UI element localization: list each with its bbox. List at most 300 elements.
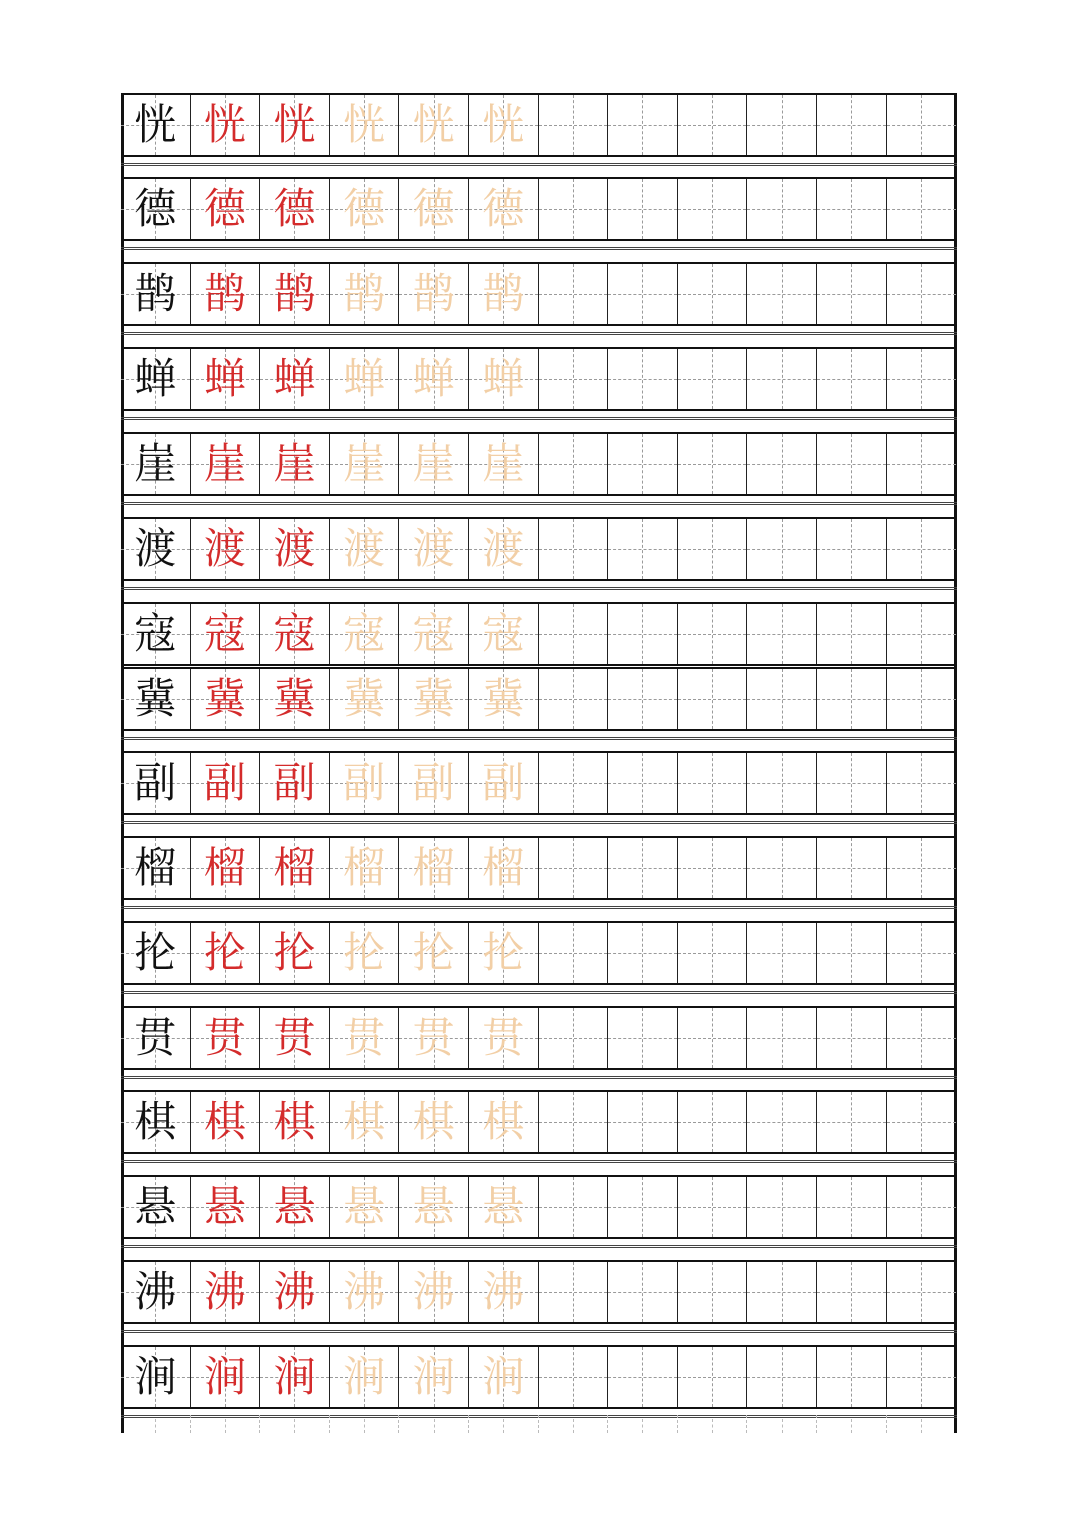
partial-cell [469, 1415, 539, 1433]
guide-character: 恍 [203, 100, 246, 149]
empty-writing-cell[interactable] [539, 604, 609, 664]
trace-char-cell [469, 1092, 539, 1152]
trace-character: 涧 [412, 1352, 455, 1401]
empty-writing-cell[interactable] [887, 1092, 957, 1152]
practice-row [121, 517, 957, 581]
trace-character: 副 [482, 758, 525, 807]
guide-char-cell [191, 669, 261, 729]
empty-writing-cell[interactable] [887, 669, 957, 729]
trace-char-cell [399, 95, 469, 155]
guide-char-cell [260, 1347, 330, 1407]
empty-writing-cell[interactable] [747, 1262, 817, 1322]
trace-char-cell [469, 669, 539, 729]
practice-row [121, 432, 957, 496]
row-separator [121, 1245, 957, 1248]
trace-character: 蝉 [412, 354, 455, 403]
guide-char-cell [260, 753, 330, 813]
guide-char-cell [191, 519, 261, 579]
trace-character: 沸 [482, 1267, 525, 1316]
trace-char-cell [469, 1347, 539, 1407]
writing-practice-sheet [121, 93, 957, 1433]
partial-cell [191, 1415, 261, 1433]
partial-cell [121, 1415, 191, 1433]
empty-writing-cell[interactable] [539, 1262, 609, 1322]
model-char-cell [121, 264, 191, 324]
trace-char-cell [330, 923, 400, 983]
empty-writing-cell[interactable] [608, 179, 678, 239]
trace-char-cell [469, 95, 539, 155]
guide-char-cell [260, 669, 330, 729]
guide-char-cell [191, 349, 261, 409]
practice-row [121, 1090, 957, 1154]
trace-char-cell [330, 519, 400, 579]
guide-character: 悬 [203, 1182, 246, 1231]
empty-writing-cell[interactable] [539, 1008, 609, 1068]
empty-writing-cell[interactable] [608, 1177, 678, 1237]
empty-writing-cell[interactable] [747, 669, 817, 729]
trace-character: 寇 [482, 609, 525, 658]
trace-char-cell [330, 669, 400, 729]
empty-writing-cell[interactable] [539, 838, 609, 898]
empty-writing-cell[interactable] [817, 669, 887, 729]
empty-writing-cell[interactable] [887, 604, 957, 664]
trace-char-cell [469, 349, 539, 409]
trace-character: 涧 [482, 1352, 525, 1401]
model-char-cell [121, 669, 191, 729]
empty-writing-cell[interactable] [678, 95, 748, 155]
guide-char-cell [260, 1262, 330, 1322]
trace-char-cell [330, 1347, 400, 1407]
empty-writing-cell[interactable] [887, 519, 957, 579]
guide-char-cell [260, 1092, 330, 1152]
guide-character: 副 [273, 758, 316, 807]
model-character: 涧 [134, 1352, 177, 1401]
model-char-cell [121, 1347, 191, 1407]
guide-char-cell [191, 179, 261, 239]
empty-writing-cell[interactable] [887, 753, 957, 813]
empty-writing-cell[interactable] [747, 923, 817, 983]
empty-writing-cell[interactable] [539, 669, 609, 729]
empty-writing-cell[interactable] [678, 179, 748, 239]
trace-char-cell [330, 434, 400, 494]
empty-writing-cell[interactable] [747, 95, 817, 155]
guide-character: 德 [203, 184, 246, 233]
empty-writing-cell[interactable] [539, 519, 609, 579]
row-separator [121, 502, 957, 505]
empty-writing-cell[interactable] [747, 1092, 817, 1152]
model-character: 悬 [134, 1182, 177, 1231]
trace-character: 悬 [412, 1182, 455, 1231]
guide-character: 副 [203, 758, 246, 807]
trace-char-cell [469, 1177, 539, 1237]
practice-row [121, 602, 957, 666]
trace-character: 鹊 [343, 269, 386, 318]
empty-writing-cell[interactable] [817, 753, 887, 813]
empty-writing-cell[interactable] [747, 349, 817, 409]
empty-writing-cell[interactable] [608, 349, 678, 409]
guide-character: 榴 [203, 843, 246, 892]
empty-writing-cell[interactable] [887, 434, 957, 494]
guide-character: 德 [273, 184, 316, 233]
partial-cell [817, 1415, 887, 1433]
empty-writing-cell[interactable] [887, 923, 957, 983]
guide-character: 棋 [203, 1097, 246, 1146]
trace-character: 榴 [412, 843, 455, 892]
trace-character: 渡 [412, 524, 455, 573]
guide-character: 冀 [273, 674, 316, 723]
practice-row [121, 177, 957, 241]
trace-char-cell [330, 1008, 400, 1068]
trace-character: 渡 [482, 524, 525, 573]
trace-char-cell [330, 1177, 400, 1237]
trace-char-cell [399, 434, 469, 494]
empty-writing-cell[interactable] [678, 838, 748, 898]
empty-writing-cell[interactable] [608, 1347, 678, 1407]
empty-writing-cell[interactable] [817, 1347, 887, 1407]
row-separator [121, 163, 957, 166]
trace-character: 冀 [482, 674, 525, 723]
empty-writing-cell[interactable] [747, 179, 817, 239]
trace-char-cell [399, 264, 469, 324]
guide-char-cell [191, 838, 261, 898]
guide-char-cell [260, 923, 330, 983]
model-char-cell [121, 179, 191, 239]
empty-writing-cell[interactable] [817, 1177, 887, 1237]
guide-char-cell [260, 519, 330, 579]
guide-character: 蝉 [273, 354, 316, 403]
empty-writing-cell[interactable] [817, 264, 887, 324]
empty-writing-cell[interactable] [887, 838, 957, 898]
guide-char-cell [191, 604, 261, 664]
trace-char-cell [399, 1008, 469, 1068]
model-char-cell [121, 923, 191, 983]
trace-char-cell [330, 1092, 400, 1152]
row-separator [121, 587, 957, 590]
empty-writing-cell[interactable] [747, 838, 817, 898]
guide-character: 悬 [273, 1182, 316, 1231]
empty-writing-cell[interactable] [887, 1177, 957, 1237]
model-character: 棋 [134, 1097, 177, 1146]
partial-cell [678, 1415, 748, 1433]
guide-char-cell [191, 1008, 261, 1068]
model-char-cell [121, 753, 191, 813]
trace-char-cell [469, 519, 539, 579]
trace-character: 沸 [412, 1267, 455, 1316]
trace-character: 蝉 [343, 354, 386, 403]
trace-character: 棋 [343, 1097, 386, 1146]
empty-writing-cell[interactable] [539, 1177, 609, 1237]
guide-character: 鹊 [203, 269, 246, 318]
trace-char-cell [330, 1262, 400, 1322]
model-character: 榴 [134, 843, 177, 892]
trace-char-cell [330, 349, 400, 409]
guide-char-cell [191, 1177, 261, 1237]
empty-writing-cell[interactable] [887, 264, 957, 324]
guide-char-cell [191, 95, 261, 155]
model-character: 恍 [134, 100, 177, 149]
trace-char-cell [399, 179, 469, 239]
trace-char-cell [469, 1262, 539, 1322]
empty-writing-cell[interactable] [747, 753, 817, 813]
guide-char-cell [191, 1262, 261, 1322]
empty-writing-cell[interactable] [887, 95, 957, 155]
guide-character: 崖 [203, 439, 246, 488]
empty-writing-cell[interactable] [747, 434, 817, 494]
partial-cell [260, 1415, 330, 1433]
guide-character: 棋 [273, 1097, 316, 1146]
row-separator [121, 906, 957, 909]
practice-row [121, 93, 957, 157]
empty-writing-cell[interactable] [608, 264, 678, 324]
empty-writing-cell[interactable] [678, 519, 748, 579]
guide-character: 贯 [203, 1013, 246, 1062]
trace-character: 榴 [482, 843, 525, 892]
practice-row [121, 836, 957, 900]
empty-writing-cell[interactable] [608, 519, 678, 579]
model-char-cell [121, 1262, 191, 1322]
empty-writing-cell[interactable] [817, 923, 887, 983]
model-character: 抡 [134, 928, 177, 977]
trace-char-cell [399, 349, 469, 409]
trace-char-cell [469, 1008, 539, 1068]
empty-writing-cell[interactable] [608, 753, 678, 813]
guide-char-cell [191, 753, 261, 813]
empty-writing-cell[interactable] [678, 1008, 748, 1068]
guide-character: 蝉 [203, 354, 246, 403]
empty-writing-cell[interactable] [887, 1008, 957, 1068]
empty-writing-cell[interactable] [887, 1262, 957, 1322]
model-char-cell [121, 604, 191, 664]
empty-writing-cell[interactable] [608, 1262, 678, 1322]
trace-char-cell [399, 519, 469, 579]
trace-char-cell [469, 264, 539, 324]
trace-character: 涧 [343, 1352, 386, 1401]
partial-cell [539, 1415, 609, 1433]
trace-character: 副 [343, 758, 386, 807]
empty-writing-cell[interactable] [608, 669, 678, 729]
empty-writing-cell[interactable] [678, 264, 748, 324]
trace-char-cell [469, 923, 539, 983]
trace-character: 冀 [343, 674, 386, 723]
empty-writing-cell[interactable] [817, 349, 887, 409]
trace-char-cell [330, 264, 400, 324]
guide-character: 抡 [203, 928, 246, 977]
guide-character: 寇 [203, 609, 246, 658]
guide-character: 冀 [203, 674, 246, 723]
model-char-cell [121, 95, 191, 155]
trace-char-cell [399, 838, 469, 898]
trace-char-cell [399, 669, 469, 729]
trace-character: 抡 [482, 928, 525, 977]
empty-writing-cell[interactable] [678, 1177, 748, 1237]
empty-writing-cell[interactable] [539, 1347, 609, 1407]
empty-writing-cell[interactable] [678, 1262, 748, 1322]
empty-writing-cell[interactable] [747, 604, 817, 664]
guide-char-cell [260, 95, 330, 155]
model-character: 渡 [134, 524, 177, 573]
empty-writing-cell[interactable] [539, 264, 609, 324]
guide-character: 渡 [273, 524, 316, 573]
guide-char-cell [191, 1347, 261, 1407]
guide-char-cell [191, 264, 261, 324]
guide-char-cell [191, 1092, 261, 1152]
trace-char-cell [399, 1262, 469, 1322]
row-separator [121, 417, 957, 420]
partial-cell [399, 1415, 469, 1433]
trace-character: 棋 [412, 1097, 455, 1146]
trace-character: 蝉 [482, 354, 525, 403]
trace-character: 鹊 [412, 269, 455, 318]
empty-writing-cell[interactable] [678, 434, 748, 494]
empty-writing-cell[interactable] [747, 1347, 817, 1407]
trace-character: 抡 [412, 928, 455, 977]
empty-writing-cell[interactable] [539, 923, 609, 983]
practice-row [121, 347, 957, 411]
practice-row [121, 751, 957, 815]
empty-writing-cell[interactable] [678, 604, 748, 664]
empty-writing-cell[interactable] [817, 1092, 887, 1152]
empty-writing-cell[interactable] [539, 753, 609, 813]
empty-writing-cell[interactable] [817, 519, 887, 579]
empty-writing-cell[interactable] [817, 604, 887, 664]
empty-writing-cell[interactable] [539, 95, 609, 155]
empty-writing-cell[interactable] [747, 1008, 817, 1068]
empty-writing-cell[interactable] [747, 264, 817, 324]
empty-writing-cell[interactable] [539, 349, 609, 409]
empty-writing-cell[interactable] [817, 838, 887, 898]
row-separator [121, 1330, 957, 1333]
empty-writing-cell[interactable] [539, 179, 609, 239]
empty-writing-cell[interactable] [608, 95, 678, 155]
empty-writing-cell[interactable] [887, 1347, 957, 1407]
empty-writing-cell[interactable] [678, 1092, 748, 1152]
trace-char-cell [469, 604, 539, 664]
trace-char-cell [330, 604, 400, 664]
model-char-cell [121, 838, 191, 898]
empty-writing-cell[interactable] [817, 434, 887, 494]
empty-writing-cell[interactable] [817, 1008, 887, 1068]
empty-writing-cell[interactable] [608, 604, 678, 664]
guide-character: 涧 [273, 1352, 316, 1401]
guide-character: 恍 [273, 100, 316, 149]
practice-row [121, 262, 957, 326]
empty-writing-cell[interactable] [539, 1092, 609, 1152]
empty-writing-cell[interactable] [747, 1177, 817, 1237]
trace-char-cell [469, 838, 539, 898]
empty-writing-cell[interactable] [817, 179, 887, 239]
guide-character: 渡 [203, 524, 246, 573]
trace-char-cell [330, 753, 400, 813]
practice-row [121, 1345, 957, 1409]
empty-writing-cell[interactable] [678, 669, 748, 729]
model-character: 鹊 [134, 269, 177, 318]
trace-character: 恍 [482, 100, 525, 149]
model-char-cell [121, 1177, 191, 1237]
guide-character: 榴 [273, 843, 316, 892]
empty-writing-cell[interactable] [678, 349, 748, 409]
row-separator [121, 821, 957, 824]
practice-row [121, 667, 957, 731]
guide-char-cell [260, 1008, 330, 1068]
guide-char-cell [260, 349, 330, 409]
empty-writing-cell[interactable] [608, 923, 678, 983]
partial-cell [887, 1415, 957, 1433]
trace-char-cell [330, 838, 400, 898]
guide-char-cell [260, 1177, 330, 1237]
model-char-cell [121, 349, 191, 409]
guide-char-cell [260, 179, 330, 239]
guide-character: 寇 [273, 609, 316, 658]
trace-character: 冀 [412, 674, 455, 723]
guide-char-cell [260, 838, 330, 898]
trace-character: 恍 [343, 100, 386, 149]
row-separator [121, 1076, 957, 1079]
row-separator [121, 247, 957, 250]
row-separator [121, 332, 957, 335]
empty-writing-cell[interactable] [747, 519, 817, 579]
model-character: 蝉 [134, 354, 177, 403]
guide-character: 沸 [203, 1267, 246, 1316]
practice-row [121, 1006, 957, 1070]
trace-character: 渡 [343, 524, 386, 573]
row-separator [121, 1160, 957, 1163]
empty-writing-cell[interactable] [887, 179, 957, 239]
trace-character: 贯 [343, 1013, 386, 1062]
trace-character: 寇 [343, 609, 386, 658]
guide-character: 贯 [273, 1013, 316, 1062]
trace-character: 崖 [482, 439, 525, 488]
empty-writing-cell[interactable] [678, 753, 748, 813]
row-separator [121, 737, 957, 740]
empty-writing-cell[interactable] [887, 349, 957, 409]
trace-char-cell [469, 753, 539, 813]
guide-character: 鹊 [273, 269, 316, 318]
partial-row-start [121, 1415, 957, 1433]
trace-character: 崖 [412, 439, 455, 488]
guide-char-cell [260, 604, 330, 664]
trace-char-cell [330, 179, 400, 239]
trace-character: 德 [412, 184, 455, 233]
partial-cell [608, 1415, 678, 1433]
trace-character: 鹊 [482, 269, 525, 318]
model-char-cell [121, 1092, 191, 1152]
model-char-cell [121, 1008, 191, 1068]
practice-row [121, 921, 957, 985]
practice-row [121, 1175, 957, 1239]
empty-writing-cell[interactable] [608, 1092, 678, 1152]
trace-character: 悬 [343, 1182, 386, 1231]
empty-writing-cell[interactable] [678, 1347, 748, 1407]
trace-character: 德 [343, 184, 386, 233]
guide-character: 崖 [273, 439, 316, 488]
guide-char-cell [191, 434, 261, 494]
empty-writing-cell[interactable] [608, 1008, 678, 1068]
guide-character: 抡 [273, 928, 316, 977]
empty-writing-cell[interactable] [608, 838, 678, 898]
empty-writing-cell[interactable] [678, 923, 748, 983]
empty-writing-cell[interactable] [539, 434, 609, 494]
trace-character: 贯 [482, 1013, 525, 1062]
model-character: 德 [134, 184, 177, 233]
trace-char-cell [399, 753, 469, 813]
trace-character: 崖 [343, 439, 386, 488]
empty-writing-cell[interactable] [817, 95, 887, 155]
row-separator [121, 991, 957, 994]
trace-char-cell [399, 1092, 469, 1152]
model-char-cell [121, 434, 191, 494]
empty-writing-cell[interactable] [608, 434, 678, 494]
empty-writing-cell[interactable] [817, 1262, 887, 1322]
